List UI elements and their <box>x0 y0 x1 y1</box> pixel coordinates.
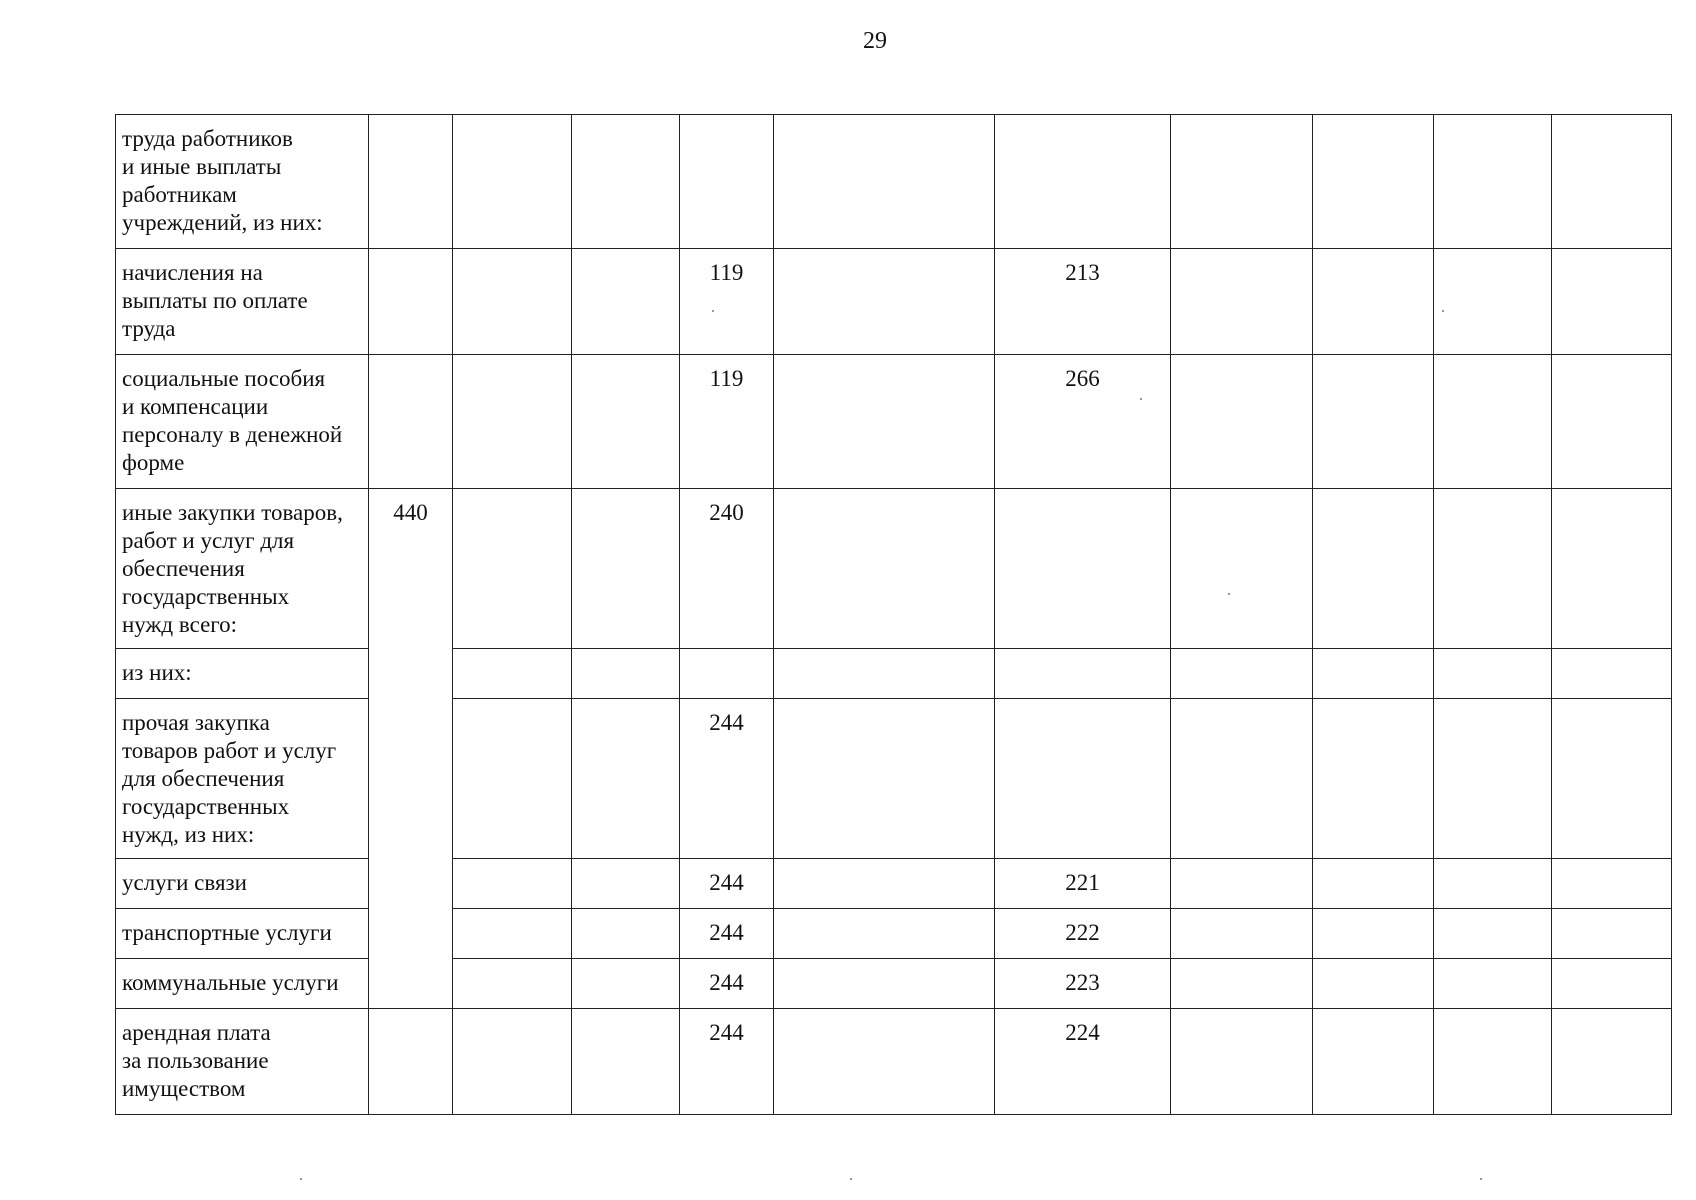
empty-cell <box>1171 859 1313 909</box>
empty-cell <box>453 959 572 1009</box>
table-row <box>116 859 1672 909</box>
row-name: прочая закупка товаров работ и услуг для обеспечения государственных нужд, из них: <box>116 699 369 859</box>
kosgu-code: 223 <box>995 959 1171 1009</box>
row-name: социальные пособия и компенсации персоналу в денежной форме <box>116 355 369 489</box>
empty-cell <box>572 699 680 859</box>
empty-cell <box>572 489 680 649</box>
empty-cell <box>774 489 995 649</box>
table-row <box>116 699 1672 859</box>
empty-cell <box>1171 489 1313 649</box>
kosgu-code: 221 <box>995 859 1171 909</box>
empty-cell <box>1313 909 1434 959</box>
empty-cell <box>774 699 995 859</box>
row-name: арендная плата за пользование имуществом <box>116 1009 369 1115</box>
row-name: труда работников и иные выплаты работникам учреждений, из них: <box>116 115 369 249</box>
empty-cell <box>1434 699 1552 859</box>
scan-speck <box>1140 398 1142 400</box>
empty-cell <box>1171 115 1313 249</box>
empty-cell <box>572 859 680 909</box>
scan-speck <box>712 310 714 312</box>
vr-code: 119 <box>680 355 774 489</box>
empty-cell <box>572 1009 680 1115</box>
row-name: начисления на выплаты по оплате труда <box>116 249 369 355</box>
empty-cell <box>1171 355 1313 489</box>
table-row <box>116 909 1672 959</box>
empty-cell <box>1434 859 1552 909</box>
empty-cell <box>453 909 572 959</box>
empty-cell <box>453 489 572 649</box>
line-code-cell <box>369 115 453 249</box>
empty-cell <box>1171 1009 1313 1115</box>
empty-cell <box>453 699 572 859</box>
table-row <box>116 115 1672 249</box>
empty-cell <box>572 959 680 1009</box>
empty-cell <box>774 249 995 355</box>
table-row <box>116 1009 1672 1115</box>
empty-cell <box>774 1009 995 1115</box>
empty-cell <box>1171 909 1313 959</box>
row-name: иные закупки товаров, работ и услуг для обеспечения государственных нужд всего: <box>116 489 369 649</box>
empty-cell <box>1171 959 1313 1009</box>
empty-cell <box>1434 489 1552 649</box>
empty-cell <box>453 115 572 249</box>
line-code-cell <box>369 1009 453 1115</box>
row-name: услуги связи <box>116 859 369 909</box>
empty-cell <box>774 859 995 909</box>
empty-cell <box>1434 249 1552 355</box>
empty-cell <box>1313 859 1434 909</box>
empty-cell <box>1434 1009 1552 1115</box>
empty-cell <box>453 1009 572 1115</box>
empty-cell <box>1552 909 1672 959</box>
empty-cell <box>1552 959 1672 1009</box>
empty-cell <box>453 355 572 489</box>
line-code-cell <box>369 355 453 489</box>
vr-code <box>680 115 774 249</box>
empty-cell <box>1313 489 1434 649</box>
empty-cell <box>1552 249 1672 355</box>
empty-cell <box>774 649 995 699</box>
vr-code: 240 <box>680 489 774 649</box>
empty-cell <box>774 115 995 249</box>
kosgu-code <box>995 115 1171 249</box>
empty-cell <box>1313 959 1434 1009</box>
empty-cell <box>774 959 995 1009</box>
kosgu-code <box>995 649 1171 699</box>
empty-cell <box>1552 115 1672 249</box>
line-code-cell: 440 <box>369 489 453 1009</box>
empty-cell <box>1313 115 1434 249</box>
empty-cell <box>1552 699 1672 859</box>
empty-cell <box>1313 699 1434 859</box>
empty-cell <box>1313 1009 1434 1115</box>
empty-cell <box>572 909 680 959</box>
budget-table <box>115 114 1672 1115</box>
vr-code: 119 <box>680 249 774 355</box>
vr-code: 244 <box>680 909 774 959</box>
vr-code: 244 <box>680 1009 774 1115</box>
empty-cell <box>1313 249 1434 355</box>
empty-cell <box>1552 649 1672 699</box>
scan-speck <box>1442 310 1444 312</box>
scan-speck <box>1228 593 1230 595</box>
empty-cell <box>774 909 995 959</box>
empty-cell <box>1313 649 1434 699</box>
scan-speck <box>850 1178 852 1180</box>
kosgu-code: 266 <box>995 355 1171 489</box>
empty-cell <box>1434 649 1552 699</box>
empty-cell <box>572 649 680 699</box>
kosgu-code: 213 <box>995 249 1171 355</box>
table-row <box>116 249 1672 355</box>
scan-speck <box>300 1178 302 1180</box>
empty-cell <box>572 249 680 355</box>
vr-code: 244 <box>680 699 774 859</box>
row-name: коммунальные услуги <box>116 959 369 1009</box>
page-number: 29 <box>863 28 887 54</box>
empty-cell <box>1313 355 1434 489</box>
empty-cell <box>774 355 995 489</box>
table-row <box>116 489 1672 649</box>
table-row <box>116 959 1672 1009</box>
empty-cell <box>1552 489 1672 649</box>
kosgu-code <box>995 699 1171 859</box>
empty-cell <box>453 649 572 699</box>
empty-cell <box>1552 355 1672 489</box>
kosgu-code: 222 <box>995 909 1171 959</box>
empty-cell <box>1434 355 1552 489</box>
row-name: из них: <box>116 649 369 699</box>
empty-cell <box>572 355 680 489</box>
kosgu-code <box>995 489 1171 649</box>
empty-cell <box>1434 909 1552 959</box>
kosgu-code: 224 <box>995 1009 1171 1115</box>
empty-cell <box>1552 1009 1672 1115</box>
empty-cell <box>1434 115 1552 249</box>
scan-speck <box>1480 1178 1482 1180</box>
empty-cell <box>1171 249 1313 355</box>
empty-cell <box>1552 859 1672 909</box>
table-row <box>116 355 1672 489</box>
vr-code: 244 <box>680 959 774 1009</box>
table-row <box>116 649 1672 699</box>
empty-cell <box>453 249 572 355</box>
row-name: транспортные услуги <box>116 909 369 959</box>
vr-code: 244 <box>680 859 774 909</box>
vr-code <box>680 649 774 699</box>
empty-cell <box>572 115 680 249</box>
empty-cell <box>453 859 572 909</box>
empty-cell <box>1171 699 1313 859</box>
empty-cell <box>1171 649 1313 699</box>
line-code-cell <box>369 249 453 355</box>
empty-cell <box>1434 959 1552 1009</box>
